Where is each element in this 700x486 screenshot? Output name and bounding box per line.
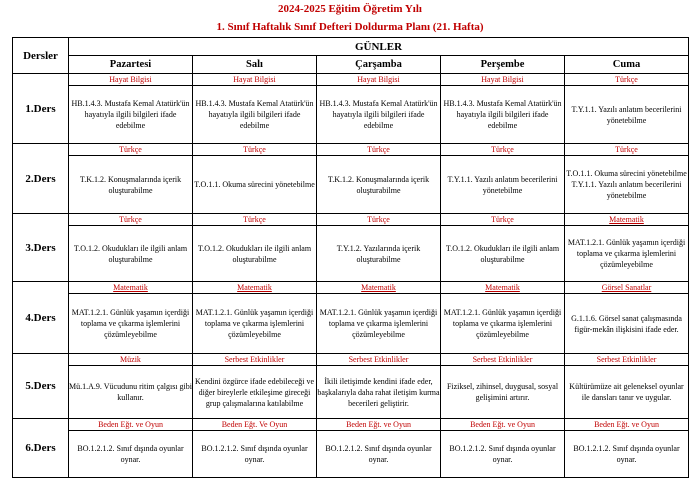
lesson-content: T.O.1.2. Okudukları ile ilgili anlam oluşturabilme [441,226,565,282]
subject-label: Hayat Bilgisi [193,74,317,86]
subject-label: Beden Eğt. Ve Oyun [193,419,317,431]
lesson-content: MAT.1.2.1. Günlük yaşamın içerdiği toplama ve çıkarma işlemlerini çözümleyebilme [441,294,565,354]
subject-label: Beden Eğt. ve Oyun [565,419,689,431]
subject-label: Serbest Etkinlikler [193,354,317,366]
document-subtitle: 1. Sınıf Haftalık Sınıf Defteri Doldurma Planı (21. Hafta) [216,21,484,33]
subject-label: Serbest Etkinlikler [317,354,441,366]
subject-label: Serbest Etkinlikler [565,354,689,366]
lesson-content: T.K.1.2. Konuşmalarında içerik oluşturabilme [69,156,193,214]
lesson-subject-row [13,214,689,226]
subject-label: Beden Eğt. ve Oyun [317,419,441,431]
subject-label: Türkçe [69,214,193,226]
lesson-subject-row [13,74,689,86]
lesson-content: HB.1.4.3. Mustafa Kemal Atatürk'ün hayatıyla ilgili bilgileri ifade edebilme [69,86,193,144]
lesson-subject-row [13,144,689,156]
lesson-content: G.1.1.6. Görsel sanat çalışmasında figür-mekân ilişkisini ifade eder. [565,294,689,354]
subject-label: Türkçe [193,214,317,226]
gunler-header: GÜNLER [69,38,689,56]
lesson-label: 6.Ders [13,419,69,478]
lesson-subject-row [13,282,689,294]
document-title: 2024-2025 Eğitim Öğretim Yılı [278,3,422,15]
lesson-content: MAT.1.2.1. Günlük yaşamın içerdiği toplama ve çıkarma işlemlerini çözümleyebilme [565,226,689,282]
lesson-content-line: T.O.1.1. Okuma sürecini yönetebilme [566,169,687,178]
lesson-content-row [13,86,689,144]
lesson-content-double [565,156,689,214]
day-header-pazartesi: Pazartesi [69,56,193,74]
lesson-content: T.K.1.2. Konuşmalarında içerik oluşturabilme [317,156,441,214]
subject-label: Türkçe [69,144,193,156]
day-header-cuma: Cuma [565,56,689,74]
subject-label: Matematik [69,282,193,294]
subject-label: Türkçe [317,214,441,226]
weekly-plan-table [12,37,689,478]
lesson-content-row [13,431,689,478]
lesson-content: T.Y.1.1. Yazılı anlatım becerilerini yönetebilme [565,86,689,144]
lesson-label: 5.Ders [13,354,69,419]
subject-label: Serbest Etkinlikler [441,354,565,366]
lesson-content: Mü.1.A.9. Vücudunu ritim çalgısı gibi kullanır. [69,366,193,419]
lesson-content: MAT.1.2.1. Günlük yaşamın içerdiği toplama ve çıkarma işlemlerini çözümleyebilme [193,294,317,354]
subject-label: Müzik [69,354,193,366]
subject-label: Türkçe [565,74,689,86]
subject-label: Türkçe [441,214,565,226]
subject-label: Görsel Sanatlar [565,282,689,294]
subject-label: Beden Eğt. ve Oyun [69,419,193,431]
lesson-content: Kendini özgürce ifade edebileceği ve diğer bireylerle etkileşime gireceği grup çalışmalarına katılabilme [193,366,317,419]
subject-label: Hayat Bilgisi [69,74,193,86]
lesson-content-row [13,294,689,354]
subject-label: Türkçe [317,144,441,156]
lesson-content: MAT.1.2.1. Günlük yaşamın içerdiği toplama ve çıkarma işlemlerini çözümleyebilme [69,294,193,354]
subject-label: Türkçe [565,144,689,156]
lesson-content-line: T.Y.1.1. Yazılı anlatım becerilerini yönetebilme [571,180,682,200]
lesson-content: MAT.1.2.1. Günlük yaşamın içerdiği toplama ve çıkarma işlemlerini çözümleyebilme [317,294,441,354]
lesson-content: Kültürümüze ait geleneksel oyunlar ile dansları tanır ve uygular. [565,366,689,419]
lesson-content: HB.1.4.3. Mustafa Kemal Atatürk'ün hayatıyla ilgili bilgileri ifade edebilme [193,86,317,144]
lesson-label: 1.Ders [13,74,69,144]
subject-label: Hayat Bilgisi [317,74,441,86]
lesson-label: 4.Ders [13,282,69,354]
lesson-content: BO.1.2.1.2. Sınıf dışında oyunlar oynar. [565,431,689,478]
lesson-content-row [13,156,689,214]
day-header-sali: Salı [193,56,317,74]
day-header-carsamba: Çarşamba [317,56,441,74]
lesson-content: T.O.1.2. Okudukları ile ilgili anlam oluşturabilme [193,226,317,282]
subject-label: Matematik [441,282,565,294]
lesson-content: İkili iletişimde kendini ifade eder, başkalarıyla daha rahat iletişim kurma becerileri geliştirir. [317,366,441,419]
subject-label: Matematik [565,214,689,226]
lesson-content: Fiziksel, zihinsel, duygusal, sosyal gelişimini artırır. [441,366,565,419]
lesson-content: T.O.1.1. Okuma sürecini yönetebilme [193,156,317,214]
subject-label: Hayat Bilgisi [441,74,565,86]
lesson-subject-row [13,419,689,431]
lesson-content: BO.1.2.1.2. Sınıf dışında oyunlar oynar. [441,431,565,478]
subject-label: Türkçe [441,144,565,156]
lesson-content: T.O.1.2. Okudukları ile ilgili anlam oluşturabilme [69,226,193,282]
lesson-content: BO.1.2.1.2. Sınıf dışında oyunlar oynar. [193,431,317,478]
lesson-content: BO.1.2.1.2. Sınıf dışında oyunlar oynar. [69,431,193,478]
day-header-persembe: Perşembe [441,56,565,74]
lesson-content-row [13,366,689,419]
lesson-content: BO.1.2.1.2. Sınıf dışında oyunlar oynar. [317,431,441,478]
lesson-content: T.Y.1.2. Yazılarında içerik oluşturabilme [317,226,441,282]
lesson-label: 3.Ders [13,214,69,282]
subject-label: Türkçe [193,144,317,156]
dersler-header: Dersler [13,38,69,74]
lesson-content-row [13,226,689,282]
lesson-content: T.Y.1.1. Yazılı anlatım becerilerini yönetebilme [441,156,565,214]
subject-label: Matematik [317,282,441,294]
lesson-subject-row [13,354,689,366]
lesson-content: HB.1.4.3. Mustafa Kemal Atatürk'ün hayatıyla ilgili bilgileri ifade edebilme [317,86,441,144]
subject-label: Matematik [193,282,317,294]
subject-label: Beden Eğt. ve Oyun [441,419,565,431]
lesson-content: HB.1.4.3. Mustafa Kemal Atatürk'ün hayatıyla ilgili bilgileri ifade edebilme [441,86,565,144]
lesson-label: 2.Ders [13,144,69,214]
